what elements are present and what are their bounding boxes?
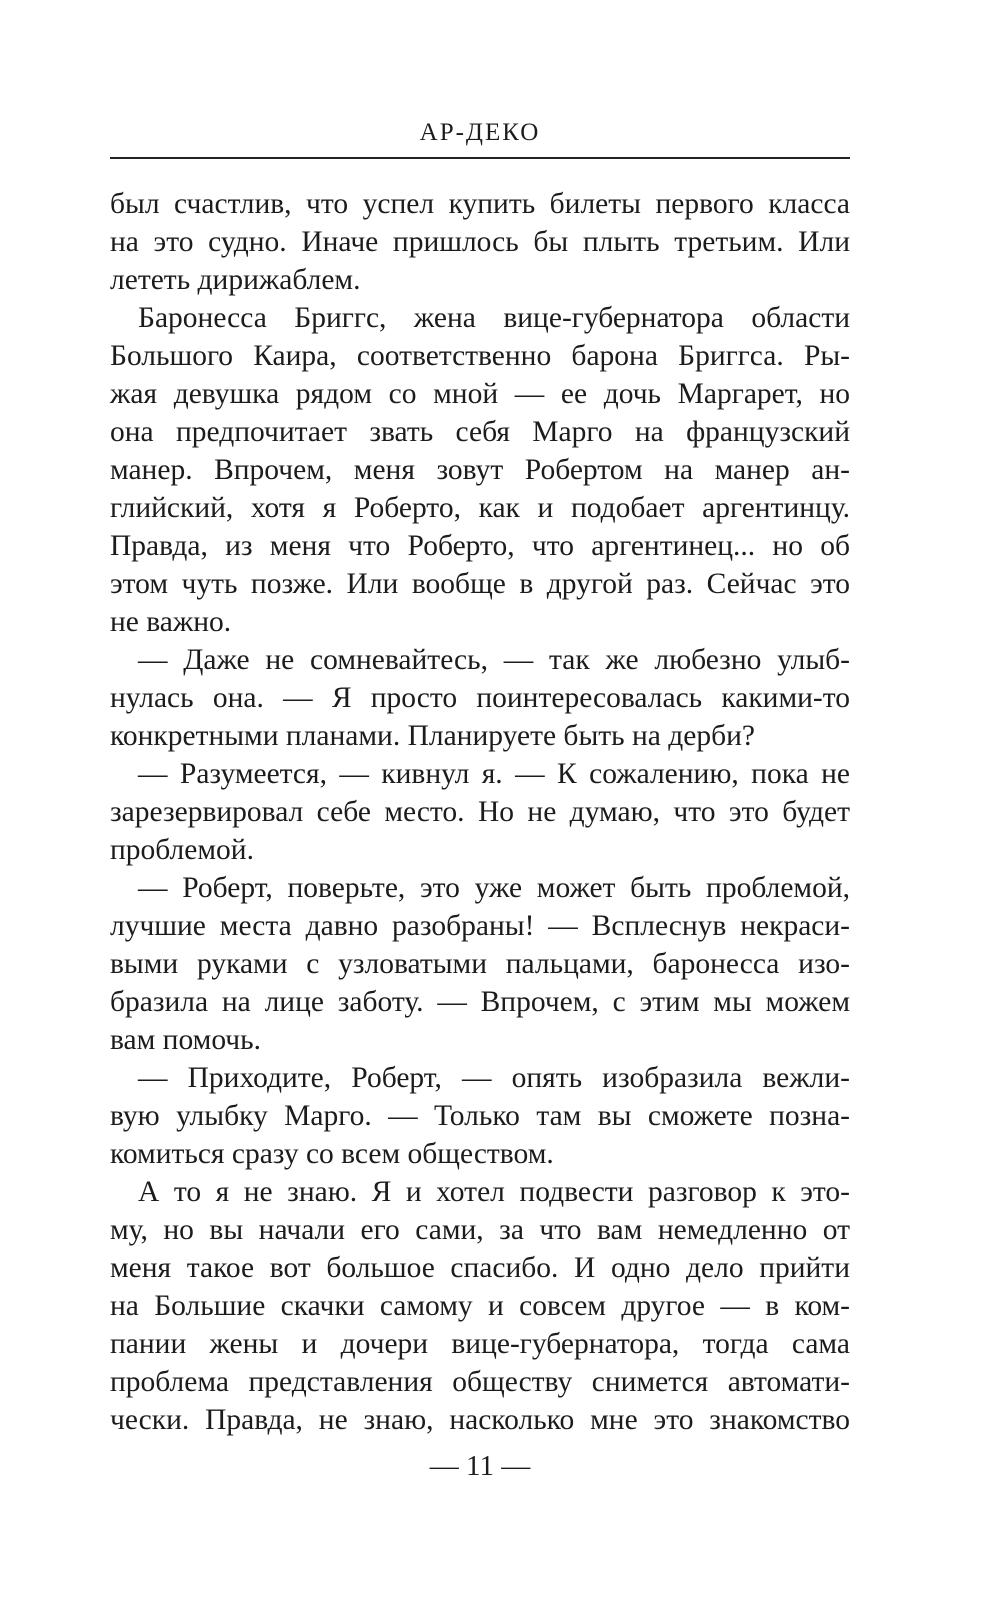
text-line: А то я не знаю. Я и хотел подвести разговор к это-	[138, 1176, 850, 1208]
text-line: лучшие места давно разобраны! — Всплеснув некраси-	[110, 910, 850, 942]
text-line: Правда, из меня что Роберто, что аргентинец... но об	[110, 530, 850, 562]
text-line: на Большие скачки самому и совсем другое — в ком-	[110, 1290, 850, 1322]
text-line: был счастлив, что успел купить билеты первого класса	[110, 188, 850, 220]
text-line: комиться сразу со всем обществом.	[110, 1138, 554, 1170]
text-line: проблемой.	[110, 834, 254, 866]
text-line: вам помочь.	[110, 1024, 261, 1056]
body-text	[110, 185, 850, 1439]
text-line: меня такое вот большое спасибо. И одно дело прийти	[110, 1252, 850, 1284]
running-head-title: АР-ДЕКО	[419, 119, 541, 146]
page-number: — 11 —	[429, 1450, 531, 1482]
text-line: глийский, хотя я Роберто, как и подобает аргентинцу.	[110, 492, 850, 524]
text-line: — Роберт, поверьте, это уже может быть проблемой,	[138, 872, 850, 904]
text-line: выми руками с узловатыми пальцами, баронесса изо-	[110, 948, 850, 980]
text-line: манер. Впрочем, меня зовут Робертом на манер ан-	[110, 454, 850, 486]
text-line: лететь дирижаблем.	[110, 264, 361, 296]
text-line: она предпочитает звать себя Марго на французский	[110, 416, 850, 448]
text-line: не важно.	[110, 606, 232, 638]
text-line: зарезервировал себе место. Но не думаю, что это будет	[110, 796, 850, 828]
text-line: му, но вы начали его сами, за что вам немедленно от	[110, 1214, 850, 1246]
text-line: Большого Каира, соответственно барона Бриггса. Ры-	[110, 340, 850, 372]
text-line: нулась она. — Я просто поинтересовалась какими-то	[110, 682, 850, 714]
text-line: пании жены и дочери вице-губернатора, тогда сама	[110, 1328, 850, 1360]
header-rule	[110, 157, 850, 159]
text-line: конкретными планами. Планируете быть на дерби?	[110, 720, 755, 752]
text-line: этом чуть позже. Или вообще в другой раз. Сейчас это	[110, 568, 850, 600]
text-line: чески. Правда, не знаю, насколько мне это знакомство	[110, 1404, 850, 1436]
text-line: — Даже не сомневайтесь, — так же любезно улыб-	[138, 644, 850, 676]
text-line: — Разумеется, — кивнул я. — К сожалению, пока не	[138, 758, 850, 790]
text-line: вую улыбку Марго. — Только там вы сможете позна-	[110, 1100, 850, 1132]
text-line: бразила на лице заботу. — Впрочем, с этим мы можем	[110, 986, 850, 1018]
text-line: жая девушка рядом со мной — ее дочь Маргарет, но	[110, 378, 850, 410]
text-line: Баронесса Бриггс, жена вице-губернатора области	[138, 302, 850, 334]
text-line: на это судно. Иначе пришлось бы плыть третьим. Или	[110, 226, 850, 258]
text-line: проблема представления обществу снимется автомати-	[110, 1366, 850, 1398]
text-line: — Приходите, Роберт, — опять изобразила вежли-	[138, 1062, 850, 1094]
